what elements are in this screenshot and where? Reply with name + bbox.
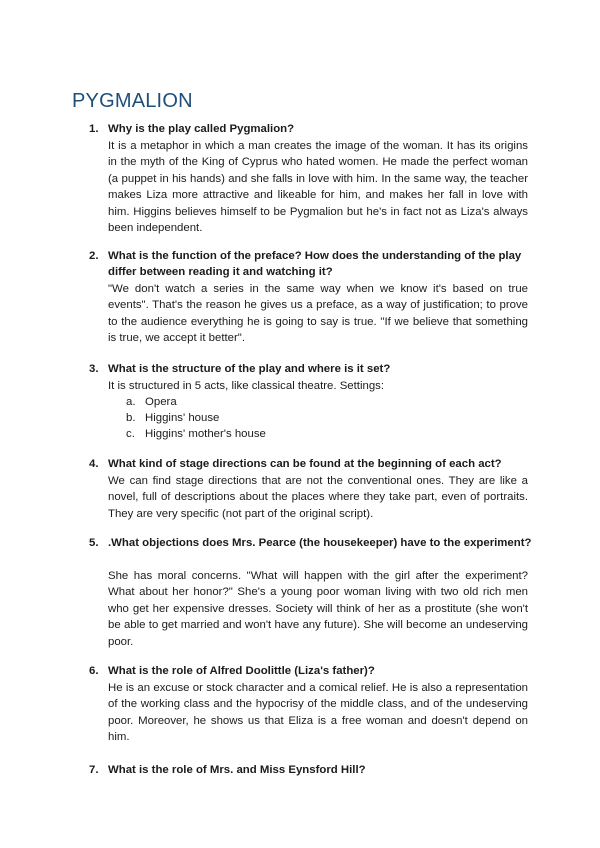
list-item-text: Higgins' mother's house [145,428,266,440]
answer-text: We can find stage directions that are not the conventional ones. They are like a novel, full of descriptions about the places where they take part, even of portraits. They are very specific (not part of the original script). [108,475,528,520]
document-title: PYGMALION [72,90,193,112]
answer-text: It is a metaphor in which a man creates the image of the woman. It has its origins in the myth of the King of Cyprus who hated women. He made the perfect woman (a puppet in his hands) and she falls in love with him. In the same way, the teacher makes Liza more attractive and likeable for him, and makes her fall in love with him. Higgins believes himself to be Pygmalion but he's in fact not as Liza's always been independent. [108,140,528,235]
question-number: 6. [89,665,99,677]
answer-text: It is structured in 5 acts, like classical theatre. Settings: [108,380,385,392]
question-number: 5. [89,537,99,549]
question-text: What is the role of Mrs. and Miss Eynsford Hill? [108,764,366,776]
answer-text: "We don't watch a series in the same way when we know it's based on true events". That's the reason he gives us a preface, as a way of justification; to prove to the audience everything he is going to say is true. "If we believe that something is true, we accept it better". [108,283,528,345]
question-text: What kind of stage directions can be found at the beginning of each act? [108,458,502,470]
list-item-text: Higgins' house [145,412,220,424]
question-number: 3. [89,363,99,375]
list-item-text: Opera [145,396,177,408]
question-number: 1. [89,123,99,135]
list-item [126,410,219,426]
question-number: 2. [89,250,99,262]
list-item-marker: b. [126,412,136,424]
question-text: What is the function of the preface? How does the understanding of the play differ between reading it and watching it? [108,250,522,278]
answer-text: He is an excuse or stock character and a comical relief. He is also a representation of the working class and the hypocrisy of the middle class, and of the undeserving poor. Moreover, he shows us that Eliza is a free woman and doesn't depend on him. [108,682,528,744]
question-number: 7. [89,764,99,776]
question-text: .What objections does Mrs. Pearce (the housekeeper) have to the experiment? [108,537,532,549]
question-number: 4. [89,458,99,470]
question-text: What is the role of Alfred Doolittle (Liza's father)? [108,665,375,677]
list-item-marker: a. [126,396,136,408]
list-item-marker: c. [126,428,135,440]
question-text: What is the structure of the play and where is it set? [108,363,391,375]
answer-text: She has moral concerns. "What will happen with the girl after the experiment? What about her honor?" She's a young poor woman living with two old rich men who get her expensive dresses. Society will think of her as a prostitute (she won't be able to get married and won't have any future). She will become an undeserving poor. [108,570,528,648]
list-item [126,394,177,410]
list-item [126,426,266,442]
question-text: Why is the play called Pygmalion? [108,123,295,135]
